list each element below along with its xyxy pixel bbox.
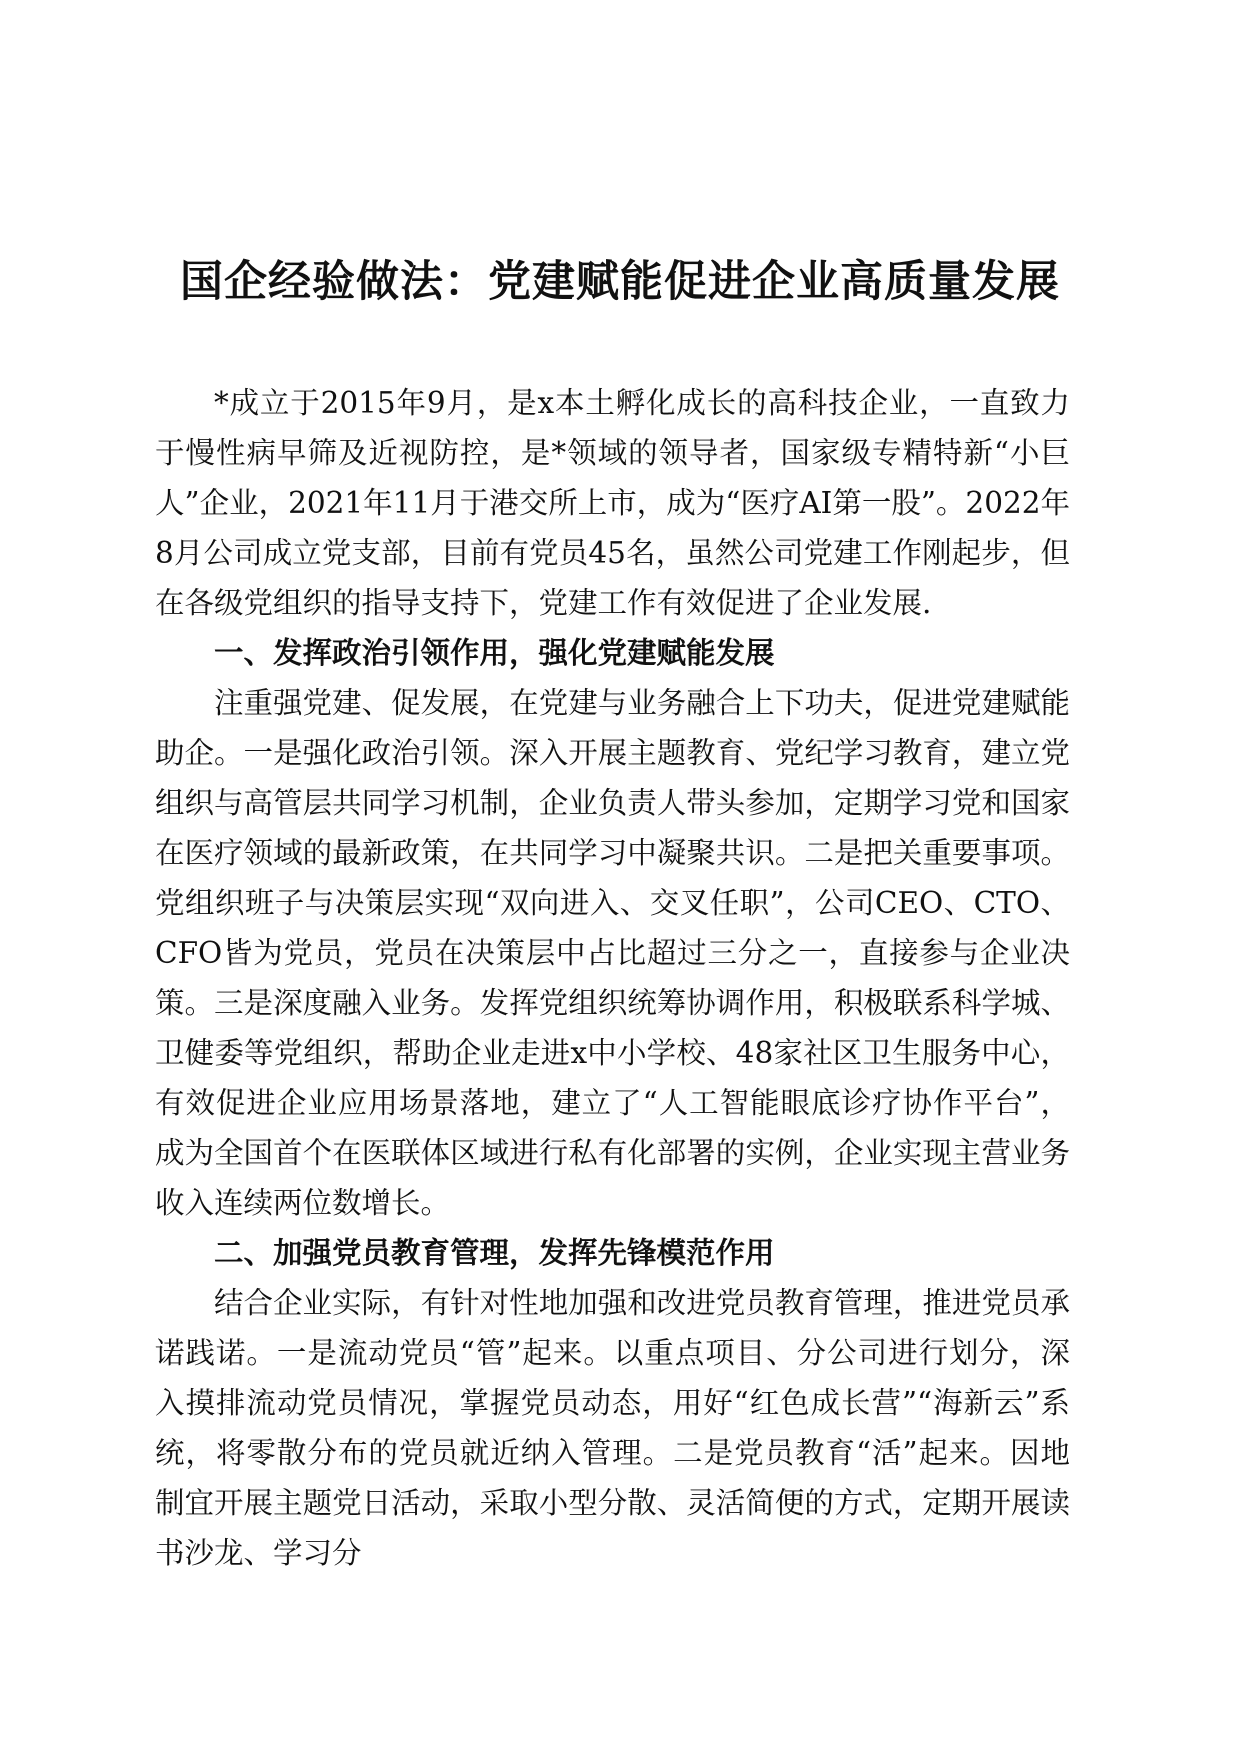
section-2-paragraph: 结合企业实际，有针对性地加强和改进党员教育管理，推进党员承诺践诺。一是流动党员“管”起来。以重点项目、分公司进行划分，深入摸排流动党员情况，掌握党员动态，用好“红色成长营”“海新云”系统，将零散分布的党员就近纳入管理。二是党员教育“活”起来。因地制宜开展主题党日活动，采取小型分散、灵活简便的方式，定期开展读书沙龙、学习分 [155,1286,1070,1570]
document-body [155,378,1070,1578]
section-2-heading: 二、加强党员教育管理，发挥先锋模范作用 [214,1236,775,1270]
section-1-heading: 一、发挥政治引领作用，强化党建赋能发展 [214,636,775,670]
section-1-paragraph: 注重强党建、促发展，在党建与业务融合上下功夫，促进党建赋能助企。一是强化政治引领。深入开展主题教育、党纪学习教育，建立党组织与高管层共同学习机制，企业负责人带头参加，定期学习党和国家在医疗领域的最新政策，在共同学习中凝聚共识。二是把关重要事项。党组织班子与决策层实现“双向进入、交叉任职”，公司CEO、CTO、CFO皆为党员，党员在决策层中占比超过三分之一，直接参与企业决策。三是深度融入业务。发挥党组织统筹协调作用，积极联系科学城、卫健委等党组织，帮助企业走进x中小学校、48家社区卫生服务中心，有效促进企业应用场景落地，建立了“人工智能眼底诊疗协作平台”，成为全国首个在医联体区域进行私有化部署的实例，企业实现主营业务收入连续两位数增长。 [155,686,1070,1220]
intro-paragraph: *成立于2015年9月，是x本土孵化成长的高科技企业，一直致力于慢性病早筛及近视防控，是*领域的领导者，国家级专精特新“小巨人”企业，2021年11月于港交所上市，成为“医疗AI第一股”。2022年8月公司成立党支部，目前有党员45名，虽然公司党建工作刚起步，但在各级党组织的指导支持下，党建工作有效促进了企业发展. [155,386,1070,620]
document-title: 国企经验做法：党建赋能促进企业高质量发展 [180,257,1060,307]
